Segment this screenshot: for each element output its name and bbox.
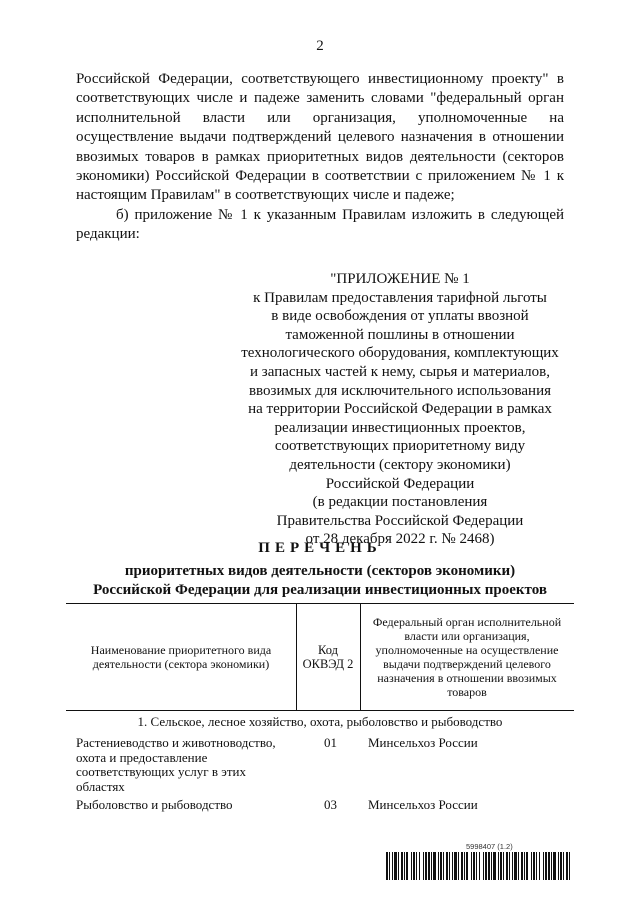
list-subtitle-line: Российской Федерации для реализации инвестиционных проектов (93, 582, 547, 598)
barcode-bar (401, 852, 403, 880)
barcode-bar (498, 852, 499, 880)
list-subtitle-line: приоритетных видов деятельности (секторов экономики) (124, 563, 516, 579)
barcode-bar (389, 852, 390, 880)
barcode-bar (433, 852, 436, 880)
paragraph-amendment-a: Российской Федерации, соответствующего инвестиционному проекту" в соответствующих числе и падеже заменить словами "федеральный орган исполнительной власти или организация, уполномоченные на осуществление выдачи подтверждений целевого назначения в отношении ввозимых товаров в рамках приоритетных видов деятельности (секторов экономики) Российской Федерации в соответствии с приложением № 1 к настоящим Правилам" в соответствующих числе и падеже; (76, 71, 564, 204)
appendix-line: и запасных частей к нему, сырья и материалов, (250, 363, 550, 380)
appendix-line: таможенной пошлины в отношении (285, 326, 515, 343)
barcode-bar (454, 852, 457, 880)
barcode-bar (423, 852, 424, 880)
appendix-line: (в редакции постановления (312, 494, 488, 511)
barcode-bar (524, 852, 525, 880)
barcode-bar (514, 852, 517, 880)
barcode-bar (473, 852, 475, 880)
barcode-bar (458, 852, 459, 880)
barcode-bar (413, 852, 415, 880)
barcode-bar (488, 852, 490, 880)
barcode-bar (425, 852, 427, 880)
appendix-line: соответствующих приоритетному виду (274, 438, 526, 455)
barcode-bar (483, 852, 484, 880)
cell-authority: Минсельхоз России (368, 735, 478, 750)
barcode-bar (416, 852, 417, 880)
barcode-bar (461, 852, 463, 880)
cell-authority: Минсельхоз России (368, 797, 478, 812)
barcode-bar (440, 852, 442, 880)
appendix-line: реализации инвестиционных проектов, (274, 419, 526, 436)
barcode-bar (531, 852, 532, 880)
barcode-bar (533, 852, 535, 880)
barcode-bar (558, 852, 559, 880)
cell-activity-name: Растениеводство и животноводство, охота и предоставление соответствующих услуг в этих областях (76, 735, 276, 794)
barcode-bar (539, 852, 540, 880)
barcode-bar (512, 852, 513, 880)
barcode-bar (553, 852, 556, 880)
barcode-bar (551, 852, 552, 880)
barcode-bar (398, 852, 399, 880)
header-activity-name: Наименование приоритетного вида деятельности (сектора экономики) (66, 604, 297, 710)
appendix-line: Правительства Российской Федерации (276, 512, 524, 529)
list-subtitle (0, 562, 640, 600)
barcode-bar (500, 852, 502, 880)
cell-okved-code: 01 (324, 735, 337, 750)
appendix-line: к Правилам предоставления тарифной льготы (253, 289, 547, 306)
barcode-bar (526, 852, 528, 880)
appendix-line: деятельности (сектору экономики) (289, 456, 511, 473)
cell-okved-code: 03 (324, 797, 337, 812)
barcode-bar (548, 852, 550, 880)
header-authority: Федеральный орган исполнительной власти или организация, уполномоченные на осуществление выдачи подтверждений целевого назначения в отношении ввозимых товаров (372, 615, 562, 699)
barcode-bar (509, 852, 510, 880)
appendix-line: технологического оборудования, комплектующих (241, 345, 559, 362)
barcode-bar (506, 852, 508, 880)
barcode-bar (566, 852, 568, 880)
barcode-bar (394, 852, 397, 880)
barcode-bar (491, 852, 492, 880)
appendix-line: от 28 декабря 2022 г. № 2468) (305, 531, 495, 548)
barcode-bar (545, 852, 547, 880)
table-header (66, 603, 574, 711)
barcode-bar (485, 852, 487, 880)
barcode-bar (419, 852, 420, 880)
barcode-bar (479, 852, 480, 880)
barcode-bar (521, 852, 523, 880)
list-title: ПЕРЕЧЕНЬ (258, 540, 382, 556)
barcode-bar (518, 852, 519, 880)
barcode-bar (536, 852, 537, 880)
header-okved-code: Код ОКВЭД 2 (296, 604, 361, 710)
barcode-bar (560, 852, 562, 880)
appendix-line: на территории Российской Федерации в рамках (248, 401, 552, 418)
barcode-bar (406, 852, 408, 880)
table-row (76, 798, 576, 814)
barcode-bar (392, 852, 393, 880)
document-stamp: 5998407 (1.2) (466, 842, 513, 851)
appendix-line: в виде освобождения от уплаты ввозной (271, 308, 529, 325)
appendix-header (230, 270, 570, 549)
barcode-bar (563, 852, 564, 880)
barcode-bar (493, 852, 496, 880)
paragraph-amendment-b: б) приложение № 1 к указанным Правилам изложить в следующей редакции: (76, 206, 564, 243)
barcode-bar (428, 852, 430, 880)
appendix-line: "ПРИЛОЖЕНИЕ № 1 (330, 271, 470, 287)
table-section-title: 1. Сельское, лесное хозяйство, охота, рыболовство и рыбоводство (137, 714, 503, 729)
barcode-bar (449, 852, 450, 880)
barcode-bar (404, 852, 405, 880)
barcode-image (386, 852, 572, 880)
body-text (76, 70, 564, 245)
barcode-bar (503, 852, 504, 880)
appendix-line: Российской Федерации (325, 475, 475, 492)
barcode-bar (411, 852, 412, 880)
barcode-bar (569, 852, 570, 880)
table-row (76, 736, 576, 796)
barcode-bar (438, 852, 439, 880)
page-number: 2 (316, 38, 324, 54)
cell-activity-name: Рыболовство и рыбоводство (76, 797, 233, 812)
barcode-bar (446, 852, 448, 880)
barcode-bar (431, 852, 432, 880)
barcode-bar (452, 852, 453, 880)
barcode-bar (386, 852, 388, 880)
appendix-line: ввозимых для исключительного использования (248, 382, 552, 399)
barcode-bar (543, 852, 544, 880)
barcode-bar (476, 852, 477, 880)
barcode-bar (443, 852, 444, 880)
barcode-bar (466, 852, 468, 880)
barcode-bar (471, 852, 472, 880)
barcode-bar (464, 852, 465, 880)
